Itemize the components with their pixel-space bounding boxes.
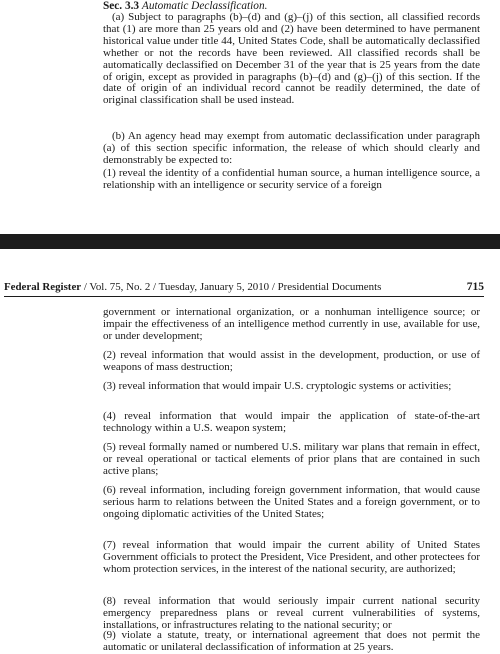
publication-name: Federal Register <box>4 281 82 293</box>
page-number: 715 <box>466 281 484 293</box>
paragraph-b: (b) An agency head may exempt from automatic declassification under paragraph (a) of this section specific information, the release of which should clearly and demonstrably be expected to: <box>103 130 480 166</box>
paragraph-a: (a) Subject to paragraphs (b)–(d) and (g)–(j) of this section, all classified records that (1) are more than 25 years old and (2) have been determined to have permanent historical value under title 44, United States Code, shall be automatically declassified whether or not the records have been reviewed. All classified records shall be automatically declassified on December 31 of the year that is 25 years from the date of origin, except as provided in paragraphs (b)–(d) and (g)–(j) of this section. If the date of origin of an individual record cannot be readily determined, the date of original classification shall be used instead. <box>103 11 480 107</box>
list-item-1-start: (1) reveal the identity of a confidential human source, a human intelligence source, a relationship with an intelligence or security service of a foreign <box>103 167 480 191</box>
running-head: Federal Register / Vol. 75, No. 2 / Tuesday, January 5, 2010 / Presidential Documents 715 <box>4 281 484 293</box>
issue-volume: Vol. 75, No. 2 <box>89 281 151 293</box>
section-number: Sec. 3.3 <box>103 0 140 12</box>
list-item-7: (7) reveal information that would impair the current ability of United States Government officials to protect the President, Vice President, and other protectees for whom protection services, in the interest of the national security, are authorized; <box>103 539 480 575</box>
list-item-6: (6) reveal information, including foreign government information, that would cause serious harm to relations between the United States and a foreign government, or to ongoing diplomatic activities of the United States; <box>103 484 480 520</box>
section-title: Automatic Declassification. <box>141 0 268 12</box>
list-item-4: (4) reveal information that would impair the application of state-of-the-art technology within a U.S. weapon system; <box>103 410 480 434</box>
list-item-1-continued: government or international organization, or a nonhuman intelligence source; or impair the effectiveness of an intelligence method currently in use, available for use, or under development; <box>103 306 480 342</box>
list-item-3: (3) reveal information that would impair U.S. cryptologic systems or activities; <box>103 380 452 392</box>
section-name: Presidential Documents <box>277 281 382 293</box>
list-item-9: (9) violate a statute, treaty, or international agreement that does not permit the automatic or unilateral declassification of information at 25 years. <box>103 629 480 653</box>
issue-date: Tuesday, January 5, 2010 <box>158 281 270 293</box>
page-break-rule <box>0 234 500 249</box>
list-item-8: (8) reveal information that would seriously impair current national security emergency preparedness plans or reveal current vulnerabilities of systems, installations, or infrastructures relating to the national security; or <box>103 595 480 631</box>
running-head-rule <box>4 296 484 297</box>
list-item-2: (2) reveal information that would assist in the development, production, or use of weapons of mass destruction; <box>103 349 480 373</box>
list-item-5: (5) reveal formally named or numbered U.S. military war plans that remain in effect, or reveal operational or tactical elements of prior plans that are contained in such active plans; <box>103 441 480 477</box>
